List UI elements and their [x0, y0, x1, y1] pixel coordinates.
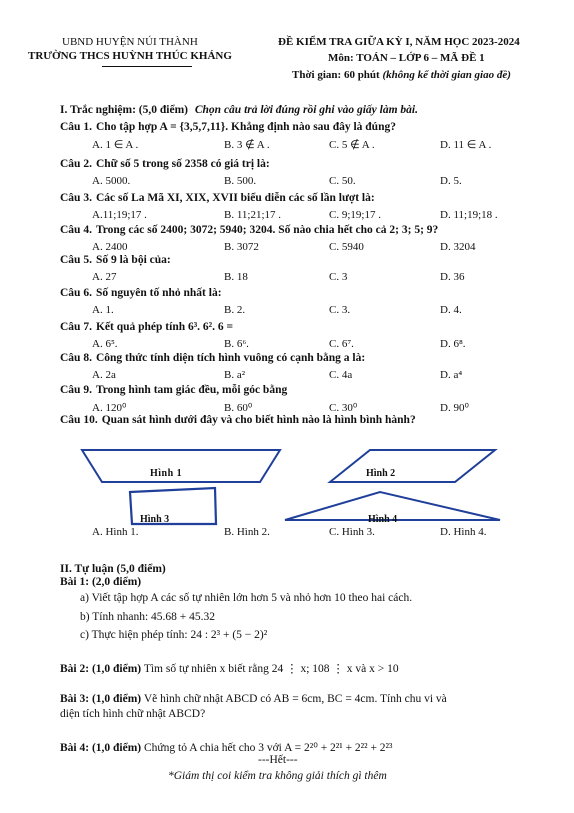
header-time-text: Thời gian: 60 phút: [292, 69, 383, 81]
bai2: [60, 661, 399, 675]
question-2-option-d: D. 5.: [440, 175, 462, 187]
question-6-option-a: A. 1.: [92, 304, 114, 316]
question-9-option-a: A. 120⁰: [92, 402, 127, 414]
bai2-title: Bài 2: (1,0 điểm): [60, 663, 142, 675]
question-text: Trong hình tam giác đều, mỗi góc bằng: [95, 384, 288, 396]
question-9-option-d: D. 90⁰: [440, 402, 469, 414]
question-4: [60, 224, 438, 236]
question-1-option-a: A. 1 ∈ A .: [92, 139, 139, 151]
figure-1-label: Hình 1: [150, 468, 183, 479]
question-5: [60, 254, 171, 266]
bai1-item-c: c) Thực hiện phép tính: 24 : 2³ + (5 − 2)²: [80, 629, 268, 641]
bai3-title: Bài 3: (1,0 điểm): [60, 693, 142, 705]
question-8-option-d: D. a⁴: [440, 369, 463, 381]
question-1-option-b: B. 3 ∉ A .: [224, 139, 270, 151]
question-4-option-b: B. 3072: [224, 241, 259, 253]
question-5-option-c: C. 3: [329, 271, 348, 283]
question-text: Số nguyên tố nhỏ nhất là:: [95, 287, 222, 299]
question-label: Câu 5.: [60, 254, 92, 266]
figure-2-parallelogram: [330, 450, 495, 482]
question-3-option-c: C. 9;19;17 .: [329, 209, 381, 221]
question-10: [60, 414, 416, 426]
bai3-line2: diện tích hình chữ nhật ABCD?: [60, 708, 206, 720]
question-text: Công thức tính diện tích hình vuông có cạnh bằng a là:: [95, 352, 366, 364]
question-label: Câu 1.: [60, 121, 92, 133]
bai3-line1: [60, 693, 447, 705]
section1-title: I. Trắc nghiệm: (5,0 điểm): [60, 104, 188, 116]
section1-heading: [60, 104, 418, 116]
bai1-item-b: b) Tính nhanh: 45.68 + 45.32: [80, 611, 216, 623]
question-6-option-b: B. 2.: [224, 304, 246, 316]
figure-2-label: Hình 2: [366, 468, 396, 479]
question-10-option-a: A. Hình 1.: [92, 526, 139, 538]
question-7-option-c: C. 6⁷.: [329, 338, 354, 350]
question-6-option-c: C. 3.: [329, 304, 351, 316]
question-label: Câu 7.: [60, 321, 92, 333]
bai3-text: Vẽ hình chữ nhật ABCD có AB = 6cm, BC = 4cm. Tính chu vi và: [143, 693, 447, 705]
question-8-option-c: C. 4a: [329, 369, 353, 381]
question-8: [60, 352, 365, 364]
bai2-text: Tìm số tự nhiên x biết rằng 24 ⋮ x; 108 ⋮ x và x > 10: [143, 663, 399, 675]
question-10-option-b: B. Hình 2.: [224, 526, 270, 538]
question-2-option-a: A. 5000.: [92, 175, 131, 187]
question-2: [60, 158, 270, 170]
section1-instruction: Chọn câu trả lời đúng rồi ghi vào giấy làm bài.: [194, 104, 418, 116]
question-8-option-a: A. 2a: [92, 369, 116, 381]
question-3-option-d: D. 11;19;18 .: [440, 209, 498, 221]
question-5-option-d: D. 36: [440, 271, 465, 283]
section2-title: II. Tự luận (5,0 điểm): [60, 563, 166, 575]
question-label: Câu 4.: [60, 224, 92, 236]
question-text: Cho tập hợp A = {3,5,7,11}. Khẳng định nào sau đây là đúng?: [95, 121, 396, 133]
question-text: Trong các số 2400; 3072; 5940; 3204. Số nào chia hết cho cả 2; 3; 5; 9?: [95, 224, 439, 236]
question-3-option-b: B. 11;21;17 .: [224, 209, 282, 221]
question-8-option-b: B. a²: [224, 369, 246, 381]
bai4-text: Chứng tỏ A chia hết cho 3 với A = 2²⁰ + 2²¹ + 2²² + 2²³: [144, 742, 393, 754]
question-6: [60, 287, 222, 299]
question-text: Các số La Mã XI, XIX, XVII biểu diễn các số lần lượt là:: [95, 192, 375, 204]
question-text: Số 9 là bội của:: [95, 254, 171, 266]
question-3-option-a: A.11;19;17 .: [92, 209, 147, 221]
question-1-option-d: D. 11 ∈ A .: [440, 139, 492, 151]
bai1-item-a: a) Viết tập hợp A các số tự nhiên lớn hơn 5 và nhỏ hơn 10 theo hai cách.: [80, 592, 413, 604]
header-time: [292, 69, 511, 81]
header-exam-title: ĐỀ KIỂM TRA GIỮA KỲ I, NĂM HỌC 2023-2024: [278, 36, 520, 48]
question-10-option-d: D. Hình 4.: [440, 526, 487, 538]
question-label: Câu 6.: [60, 287, 92, 299]
question-1: [60, 121, 396, 133]
question-10-option-c: C. Hình 3.: [329, 526, 375, 538]
question-text: Chữ số 5 trong số 2358 có giá trị là:: [95, 158, 270, 170]
question-2-option-b: B. 500.: [224, 175, 257, 187]
question-text: Kết quả phép tính 6³. 6². 6 =: [95, 321, 234, 333]
question-6-option-d: D. 4.: [440, 304, 462, 316]
bai4: [60, 740, 392, 754]
question-2-option-c: C. 50.: [329, 175, 356, 187]
question-9: [60, 384, 287, 396]
figure-3-label: Hình 3: [140, 514, 170, 525]
question-3: [60, 192, 375, 204]
header-school: TRƯỜNG THCS HUỲNH THÚC KHÁNG: [28, 50, 232, 62]
header-subject: Môn: TOÁN – LỚP 6 – MÃ ĐỀ 1: [328, 52, 485, 64]
question-7: [60, 321, 233, 333]
bai4-title: Bài 4: (1,0 điểm): [60, 742, 142, 754]
question-4-option-d: D. 3204: [440, 241, 476, 253]
question-5-option-a: A. 27: [92, 271, 117, 283]
question-9-option-c: C. 30⁰: [329, 402, 358, 414]
end-mark: ---Hết---: [258, 754, 298, 766]
question-5-option-b: B. 18: [224, 271, 248, 283]
question-7-option-d: D. 6⁸.: [440, 338, 466, 350]
question-label: Câu 3.: [60, 192, 92, 204]
question-4-option-c: C. 5940: [329, 241, 364, 253]
header-district: UBND HUYỆN NÚI THÀNH: [62, 36, 198, 48]
question-4-option-a: A. 2400: [92, 241, 128, 253]
header-time-note: (không kể thời gian giao đề): [382, 69, 511, 81]
question-7-option-b: B. 6⁶.: [224, 338, 249, 350]
question-label: Câu 8.: [60, 352, 92, 364]
question-label: Câu 2.: [60, 158, 92, 170]
figure-4-label: Hình 4: [368, 514, 398, 525]
question-9-option-b: B. 60⁰: [224, 402, 253, 414]
footnote: *Giám thị coi kiểm tra không giải thích gì thêm: [168, 770, 387, 782]
header-school-underline: [102, 66, 192, 67]
question-label: Câu 10.: [60, 414, 98, 426]
bai1-title: Bài 1: (2,0 điểm): [60, 576, 142, 588]
question-1-option-c: C. 5 ∉ A .: [329, 139, 375, 151]
question-text: Quan sát hình dưới đây và cho biết hình nào là hình bình hành?: [101, 414, 416, 426]
question-label: Câu 9.: [60, 384, 92, 396]
question-7-option-a: A. 6⁵.: [92, 338, 118, 350]
